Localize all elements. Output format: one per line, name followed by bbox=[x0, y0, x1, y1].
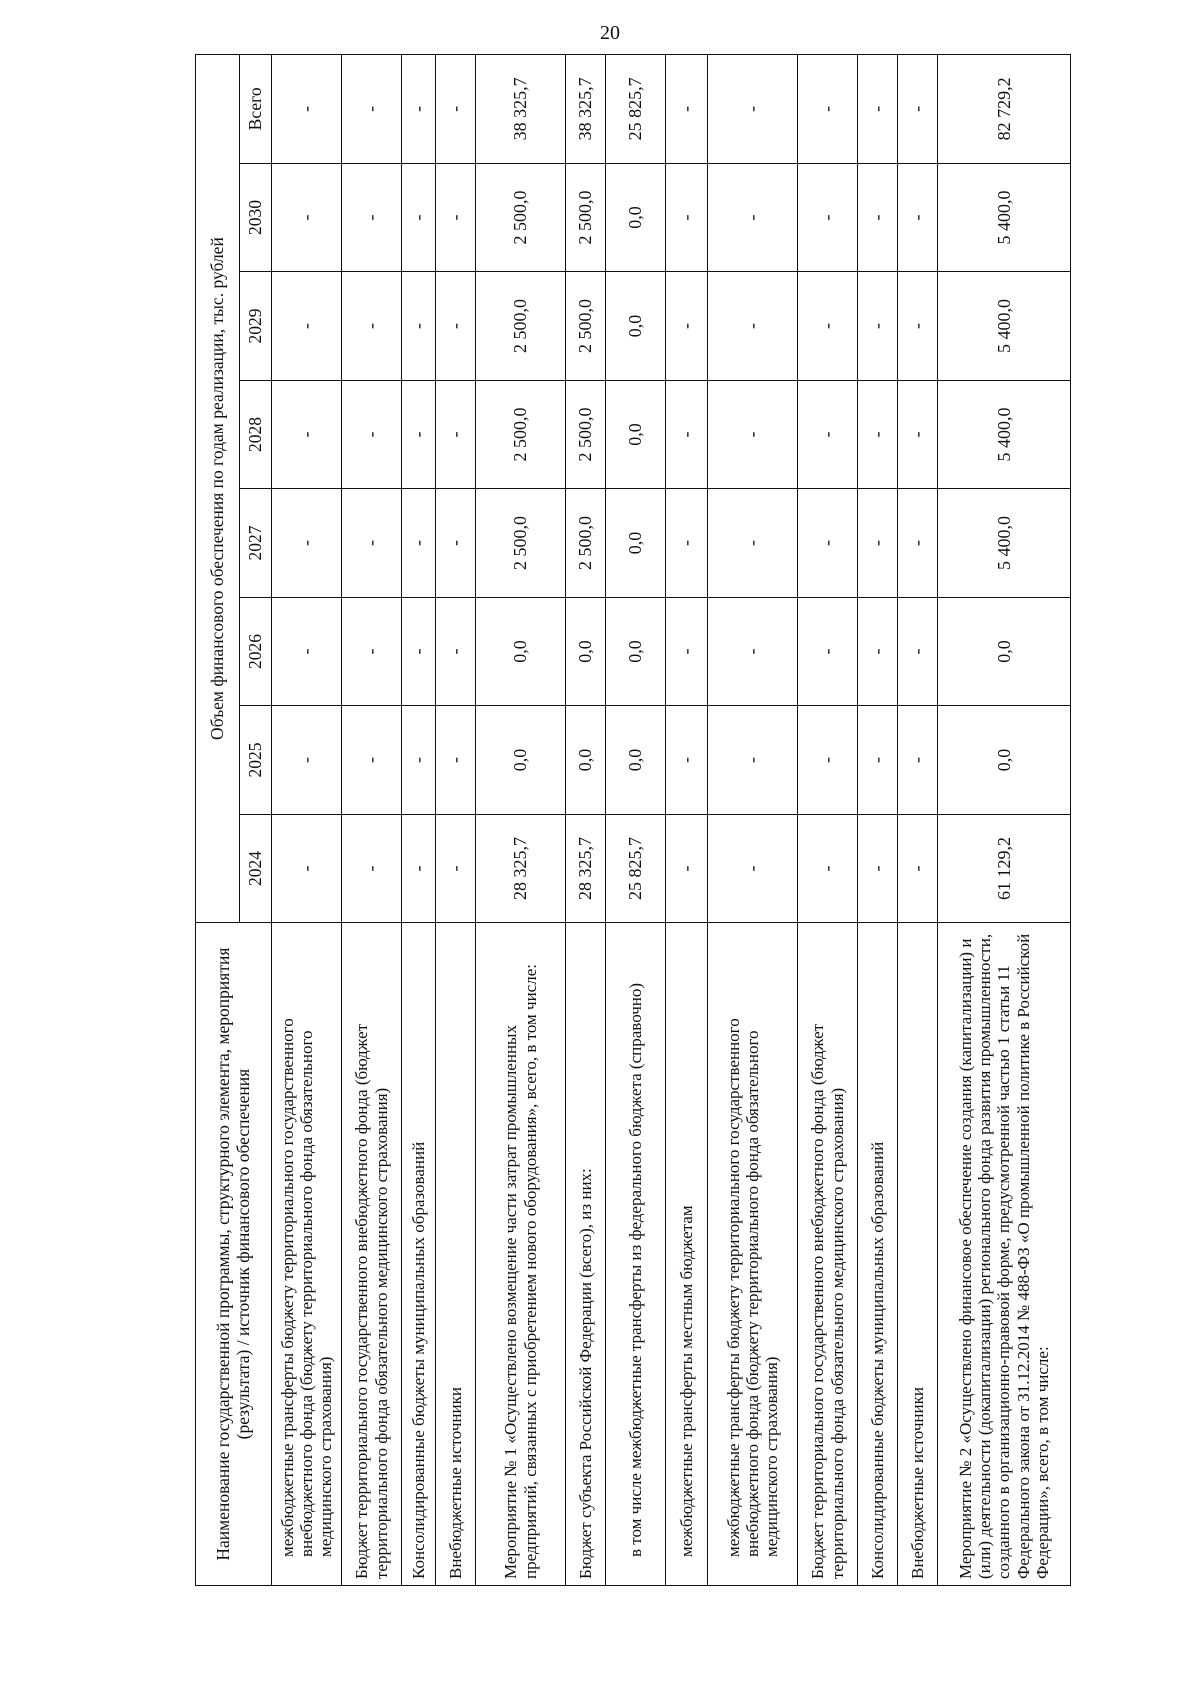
cell-value: - bbox=[272, 706, 342, 815]
cell-value: - bbox=[436, 814, 476, 923]
cell-value: 2 500,0 bbox=[476, 489, 566, 598]
cell-value: - bbox=[272, 597, 342, 706]
table-row bbox=[402, 55, 436, 1586]
cell-value: 0,0 bbox=[566, 706, 606, 815]
financing-table bbox=[195, 54, 1071, 1586]
column-header-year: 2029 bbox=[240, 272, 272, 381]
cell-value: - bbox=[342, 55, 402, 164]
row-label: Консолидированные бюджеты муниципальных образований bbox=[858, 923, 898, 1586]
cell-value: - bbox=[858, 272, 898, 381]
table-row bbox=[938, 55, 1071, 1586]
cell-value: 2 500,0 bbox=[566, 163, 606, 272]
cell-value: 0,0 bbox=[606, 706, 666, 815]
cell-value: - bbox=[436, 380, 476, 489]
cell-value: - bbox=[342, 163, 402, 272]
cell-value: 0,0 bbox=[938, 706, 1071, 815]
column-header-year: 2028 bbox=[240, 380, 272, 489]
cell-value: - bbox=[402, 597, 436, 706]
cell-value: - bbox=[898, 706, 938, 815]
cell-value: - bbox=[436, 706, 476, 815]
page-number: 20 bbox=[600, 22, 620, 44]
cell-value: - bbox=[798, 597, 858, 706]
cell-value: - bbox=[666, 489, 708, 598]
cell-value: - bbox=[858, 489, 898, 598]
table-row bbox=[342, 55, 402, 1586]
cell-value: - bbox=[666, 272, 708, 381]
cell-value: 0,0 bbox=[606, 163, 666, 272]
row-label: межбюджетные трансферты бюджету территориального государственного внебюджетного фонда (бюджету территориального фонда обязательного медицинского страхования) bbox=[708, 923, 798, 1586]
cell-value: - bbox=[898, 163, 938, 272]
cell-value: 0,0 bbox=[938, 597, 1071, 706]
cell-value: - bbox=[342, 597, 402, 706]
row-label: межбюджетные трансферты бюджету территориального государственного внебюджетного фонда (бюджету территориального фонда обязательного медицинского страхования) bbox=[272, 923, 342, 1586]
column-header-year: 2026 bbox=[240, 597, 272, 706]
cell-value: 38 325,7 bbox=[476, 55, 566, 164]
row-label: Внебюджетные источники bbox=[898, 923, 938, 1586]
cell-value: - bbox=[342, 272, 402, 381]
column-header-name: Наименование государственной программы, структурного элемента, мероприятия (результата) / источник финансового обеспечения bbox=[196, 923, 272, 1586]
cell-value: - bbox=[708, 597, 798, 706]
cell-value: 2 500,0 bbox=[566, 272, 606, 381]
cell-value: 0,0 bbox=[566, 597, 606, 706]
cell-value: - bbox=[272, 489, 342, 598]
cell-value: - bbox=[402, 163, 436, 272]
table-row bbox=[476, 55, 566, 1586]
column-header-year: 2024 bbox=[240, 814, 272, 923]
row-label: в том числе межбюджетные трансферты из федерального бюджета (справочно) bbox=[606, 923, 666, 1586]
column-header-year: 2030 bbox=[240, 163, 272, 272]
table-row bbox=[666, 55, 708, 1586]
cell-value: - bbox=[436, 272, 476, 381]
cell-value: - bbox=[402, 706, 436, 815]
cell-value: - bbox=[898, 597, 938, 706]
cell-value: - bbox=[858, 55, 898, 164]
cell-value: - bbox=[898, 380, 938, 489]
cell-value: - bbox=[858, 814, 898, 923]
cell-value: 25 825,7 bbox=[606, 55, 666, 164]
cell-value: - bbox=[342, 380, 402, 489]
cell-value: 38 325,7 bbox=[566, 55, 606, 164]
cell-value: - bbox=[898, 55, 938, 164]
cell-value: - bbox=[708, 380, 798, 489]
cell-value: 61 129,2 bbox=[938, 814, 1071, 923]
cell-value: - bbox=[858, 706, 898, 815]
cell-value: - bbox=[402, 272, 436, 381]
cell-value: - bbox=[898, 489, 938, 598]
row-label: Консолидированные бюджеты муниципальных образований bbox=[402, 923, 436, 1586]
table-row bbox=[708, 55, 798, 1586]
cell-value: - bbox=[402, 814, 436, 923]
cell-value: - bbox=[666, 597, 708, 706]
cell-value: - bbox=[798, 163, 858, 272]
cell-value: - bbox=[798, 706, 858, 815]
cell-value: - bbox=[402, 55, 436, 164]
cell-value: 5 400,0 bbox=[938, 272, 1071, 381]
cell-value: 0,0 bbox=[606, 380, 666, 489]
cell-value: - bbox=[402, 489, 436, 598]
cell-value: - bbox=[798, 272, 858, 381]
cell-value: - bbox=[708, 55, 798, 164]
cell-value: - bbox=[272, 55, 342, 164]
table-row bbox=[898, 55, 938, 1586]
cell-value: - bbox=[436, 163, 476, 272]
cell-value: 0,0 bbox=[606, 272, 666, 381]
cell-value: 2 500,0 bbox=[476, 163, 566, 272]
cell-value: 5 400,0 bbox=[938, 163, 1071, 272]
cell-value: - bbox=[898, 814, 938, 923]
cell-value: - bbox=[898, 272, 938, 381]
cell-value: - bbox=[858, 380, 898, 489]
table-row bbox=[436, 55, 476, 1586]
cell-value: 2 500,0 bbox=[566, 380, 606, 489]
cell-value: - bbox=[666, 380, 708, 489]
column-group-header: Объем финансового обеспечения по годам реализации, тыс. рублей bbox=[196, 55, 240, 923]
table-row bbox=[606, 55, 666, 1586]
cell-value: 5 400,0 bbox=[938, 489, 1071, 598]
cell-value: 2 500,0 bbox=[476, 272, 566, 381]
cell-value: - bbox=[798, 489, 858, 598]
cell-value: - bbox=[708, 489, 798, 598]
row-label: Мероприятие № 1 «Осуществлено возмещение части затрат промышленных предприятий, связанных с приобретением нового оборудования», всего, в том числе: bbox=[476, 923, 566, 1586]
cell-value: 25 825,7 bbox=[606, 814, 666, 923]
column-header-total: Всего bbox=[240, 55, 272, 164]
cell-value: 28 325,7 bbox=[566, 814, 606, 923]
cell-value: 28 325,7 bbox=[476, 814, 566, 923]
cell-value: - bbox=[708, 814, 798, 923]
cell-value: - bbox=[272, 163, 342, 272]
cell-value: - bbox=[436, 489, 476, 598]
cell-value: - bbox=[858, 163, 898, 272]
cell-value: - bbox=[798, 814, 858, 923]
cell-value: - bbox=[272, 814, 342, 923]
cell-value: 2 500,0 bbox=[476, 380, 566, 489]
cell-value: - bbox=[708, 163, 798, 272]
cell-value: - bbox=[708, 272, 798, 381]
table-row bbox=[272, 55, 342, 1586]
cell-value: - bbox=[798, 380, 858, 489]
cell-value: - bbox=[708, 706, 798, 815]
cell-value: - bbox=[402, 380, 436, 489]
cell-value: 0,0 bbox=[606, 597, 666, 706]
column-header-year: 2025 bbox=[240, 706, 272, 815]
column-header-year: 2027 bbox=[240, 489, 272, 598]
cell-value: - bbox=[666, 163, 708, 272]
table-row bbox=[798, 55, 858, 1586]
cell-value: - bbox=[272, 272, 342, 381]
table-row bbox=[566, 55, 606, 1586]
cell-value: 0,0 bbox=[476, 706, 566, 815]
cell-value: 5 400,0 bbox=[938, 380, 1071, 489]
table-row bbox=[858, 55, 898, 1586]
cell-value: - bbox=[272, 380, 342, 489]
cell-value: 0,0 bbox=[606, 489, 666, 598]
cell-value: - bbox=[436, 597, 476, 706]
row-label: Внебюджетные источники bbox=[436, 923, 476, 1586]
cell-value: - bbox=[666, 706, 708, 815]
cell-value: - bbox=[666, 814, 708, 923]
rotated-table-container bbox=[195, 54, 1052, 1586]
row-label: Бюджет территориального государственного внебюджетного фонда (бюджет территориального фонда обязательного медицинского страхования) bbox=[798, 923, 858, 1586]
row-label: Мероприятие № 2 «Осуществлено финансовое обеспечение создания (капитализации) и (или) деятельности (докапитализации) регионального фонда развития промышленности, созданного в организационно-правовой форме, предусмотренной частью 1 статьи 11 Федерального закона от 31.12.2014 № 488-ФЗ «О промышленной политике в Российской Федерации», всего, в том числе: bbox=[938, 923, 1071, 1586]
cell-value: - bbox=[342, 706, 402, 815]
cell-value: - bbox=[666, 55, 708, 164]
cell-value: 2 500,0 bbox=[566, 489, 606, 598]
cell-value: - bbox=[342, 814, 402, 923]
cell-value: 0,0 bbox=[476, 597, 566, 706]
row-label: Бюджет субъекта Российской Федерации (всего), из них: bbox=[566, 923, 606, 1586]
cell-value: 82 729,2 bbox=[938, 55, 1071, 164]
cell-value: - bbox=[858, 597, 898, 706]
cell-value: - bbox=[342, 489, 402, 598]
cell-value: - bbox=[436, 55, 476, 164]
row-label: Бюджет территориального государственного внебюджетного фонда (бюджет территориального фонда обязательного медицинского страхования) bbox=[342, 923, 402, 1586]
cell-value: - bbox=[798, 55, 858, 164]
row-label: межбюджетные трансферты местным бюджетам bbox=[666, 923, 708, 1586]
